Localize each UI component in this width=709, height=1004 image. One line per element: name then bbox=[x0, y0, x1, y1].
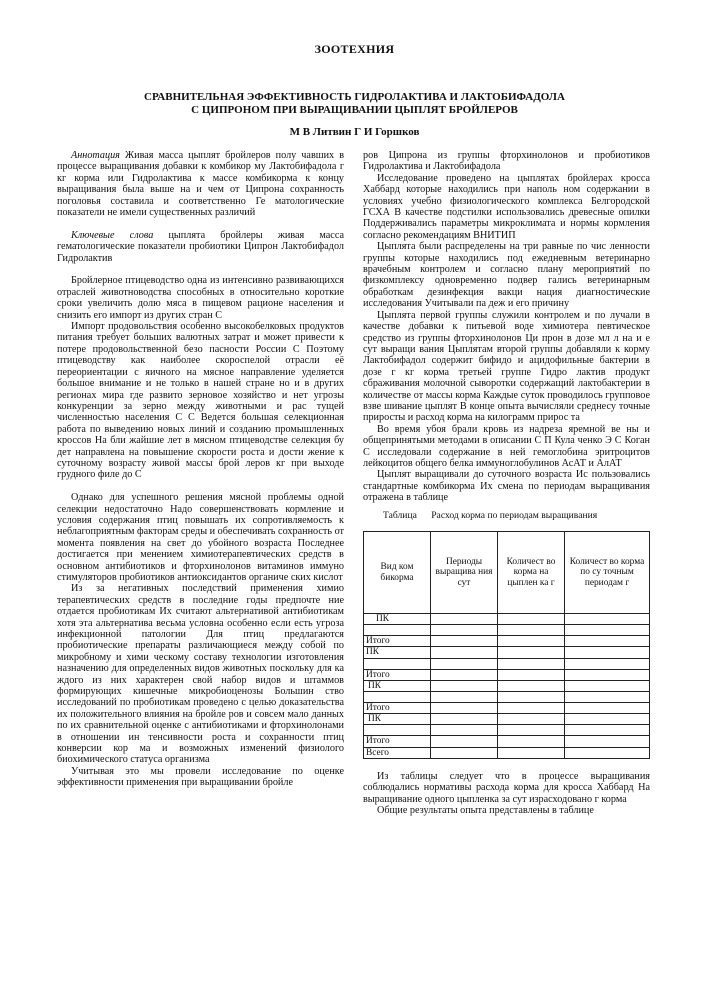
table-row bbox=[364, 636, 650, 647]
paragraph: Бройлерное птицеводство одна из интенсивно развивающихся отраслей животноводства способных в относительно короткие сроки увеличить долю мяса в пищевом рационе населения и снизить его импорт из других стран С bbox=[57, 275, 344, 321]
table-cell bbox=[565, 658, 650, 669]
row-label bbox=[364, 625, 431, 636]
table-cell bbox=[431, 692, 498, 703]
table-cell bbox=[498, 647, 565, 658]
table-cell bbox=[498, 614, 565, 625]
table-cell bbox=[431, 625, 498, 636]
paragraph: Общие результаты опыта представлены в таблице bbox=[377, 805, 594, 817]
table-row bbox=[364, 692, 650, 703]
table-row bbox=[364, 725, 650, 736]
table-cell bbox=[498, 747, 565, 758]
table-cell bbox=[498, 725, 565, 736]
authors: М В Литвин Г И Горшков bbox=[289, 126, 420, 138]
paragraph: ров Ципрона из группы фторхинолонов и пробиотиков Гидролактива и Лактобифадола bbox=[363, 150, 650, 173]
table-cell bbox=[498, 625, 565, 636]
paragraph: Цыплят выращивали до суточного возраста Ис пользовались стандартные комбикорма Их смена по периодам выращивания отражена в таблице bbox=[363, 469, 650, 504]
row-label: Итого bbox=[364, 636, 431, 647]
table-cell bbox=[431, 725, 498, 736]
table-cell bbox=[431, 614, 498, 625]
paragraph: Во время убоя брали кровь из надреза яремной ве ны и общепринятыми методами в описании С П Кула ченко Э С Коган С исследовали содержание в ней гемоглобина эритроцитов лейкоцитов общего белка иммуноглобулинов АсАТ и АлАТ bbox=[363, 423, 650, 469]
paragraph: Из таблицы следует что в процессе выращивания соблюдались нормативы расхода корма для кросса Хаббард На выращивание одного цыпленка за сут израсходовано г корма bbox=[363, 770, 650, 805]
row-label: ПК bbox=[364, 647, 431, 658]
row-label: ПК bbox=[364, 614, 431, 625]
row-label: Итого bbox=[364, 703, 431, 714]
right-column bbox=[363, 150, 650, 816]
table-cell bbox=[565, 747, 650, 758]
table-cell bbox=[431, 703, 498, 714]
row-label: Итого bbox=[364, 669, 431, 680]
table-cell bbox=[498, 703, 565, 714]
table-cell bbox=[498, 714, 565, 725]
paragraph: Импорт продовольствия особенно высокобелковых продуктов питания требует больших валютных затрат и может привести к потере продовольственной безо пасности России С Поэтому птицеводству как наиболее скороспелой отрасли её переориентации с яичного на мясное направление уделяется большое внимание и не только в нашей стране но и в других регионах мира где развито зерновое хозяйство и нет угрозы конкуренции за зерно между животными и рас тущей численностью населения С С Ведется большая селекционная работа по выведению новых линий и созданию промышленных кроссов На бли жайшие лет в мясном птицеводстве селекция бу дет направлена на повышение скорости роста и дости жение к суточному возрасту живой массы брой леров кг при выходе грудного филе до С bbox=[57, 321, 344, 481]
table-cell bbox=[565, 736, 650, 747]
table-row bbox=[364, 647, 650, 658]
table-row bbox=[364, 625, 650, 636]
table-cell bbox=[565, 725, 650, 736]
table-body bbox=[364, 614, 650, 759]
abstract bbox=[57, 150, 344, 218]
table-row bbox=[364, 680, 650, 691]
table-cell bbox=[431, 658, 498, 669]
table-cell bbox=[498, 680, 565, 691]
row-label: Всего bbox=[364, 747, 431, 758]
abstract-text: Живая масса цыплят бройлеров полу чавших в процессе выращивания добавки к комбикор му Лактобифадола г кг корма или Гидролактива к массе комбикорма к концу выращивания была выше на и чем от Ципрона сохранность поголовья составила и соответственно Ге матологические показатели не имели существенных различий bbox=[57, 150, 345, 219]
table-cell bbox=[565, 703, 650, 714]
left-column bbox=[57, 150, 344, 789]
table-header: Количест во корма по су точным периодам г bbox=[565, 532, 650, 614]
table-cell bbox=[565, 647, 650, 658]
row-label: ПК bbox=[364, 714, 431, 725]
table-header: Периоды выращива ния сут bbox=[431, 532, 498, 614]
table-cell bbox=[431, 636, 498, 647]
table-cell bbox=[498, 658, 565, 669]
table-header: Вид ком бикорма bbox=[364, 532, 431, 614]
table-cell bbox=[565, 625, 650, 636]
table-cell bbox=[498, 736, 565, 747]
table-cell bbox=[565, 669, 650, 680]
table-cell bbox=[431, 680, 498, 691]
table-row bbox=[364, 714, 650, 725]
table-row bbox=[364, 703, 650, 714]
table-row bbox=[364, 614, 650, 625]
table-cell bbox=[565, 714, 650, 725]
abstract-label: Аннотация bbox=[71, 150, 120, 161]
paragraph: Учитывая это мы провели исследование по оценке эффективности применения при выращивании бройле bbox=[57, 765, 344, 789]
table-cell bbox=[565, 614, 650, 625]
paragraph: Однако для успешного решения мясной проблемы одной селекции недостаточно Надо совершенствовать кормление и условия содержания птиц повышать их сопротивляемость к неблагоприятным факторам среды и обеспечивать сохранность от момента появления на свет до убойного возраста Последнее достигается при менением химиотерапевтических средств в основном антибиотиков и фторхинолонов витаминов иммуно стимуляторов пробиотиков антиоксидантов органиче ских кислот bbox=[57, 492, 344, 583]
paragraph: Цыплята первой группы служили контролем и по лучали в качестве добавки к питьевой воде химиотера певтическое средство из группы фторхинолонов Ци прон в дозе мл л на и е сут выращи вания Цыплятам второй группы добавляли к корму Лактобифадол содержит бифидо и ацидофильные бактерии в дозе г кг корма третьей группе Гидро лактив продукт сбраживания молочной сыворотки содержащий лактобактерии в количестве от массы корма Каждые суток проводилось групповое взве шивание цыплят В конце опыта вычисляли среднесу точные приросты и расход корма на килограмм прирос та bbox=[363, 309, 650, 424]
row-label bbox=[364, 658, 431, 669]
section-heading: ЗООТЕХНИЯ bbox=[314, 42, 395, 56]
feed-table bbox=[363, 531, 650, 759]
table-row bbox=[364, 669, 650, 680]
table-cell bbox=[431, 747, 498, 758]
table-row bbox=[364, 747, 650, 758]
table-row bbox=[364, 658, 650, 669]
table-row bbox=[364, 736, 650, 747]
table-cell bbox=[498, 669, 565, 680]
table-cell bbox=[431, 736, 498, 747]
title-line: СРАВНИТЕЛЬНАЯ ЭФФЕКТИВНОСТЬ ГИДРОЛАКТИВА И ЛАКТОБИФАДОЛА bbox=[144, 91, 565, 103]
table-cell bbox=[498, 636, 565, 647]
paragraph: Исследование проведено на цыплятах бройлерах кросса Хаббард которые находились при наполь ном содержании в условиях учебно физиологического комплекса Белгородской ГСХА В качестве подстилки использовались древесные опилки Поддерживались параметры микроклимата и нормы кормления согласно рекомендациям ВНИТИП bbox=[363, 172, 650, 241]
keywords-label: Ключевые слова bbox=[71, 229, 154, 241]
table-cell bbox=[431, 669, 498, 680]
paragraph: Из за негативных последствий применения химио терапевтических средств в последние годы предпочте ние отдается пробиотикам Их считают альтернативой антибиотикам хотя эта альтернатива весьма условна особенно если есть угроза инфекционной патологии Для птиц предлагаются пробиотические препараты различающиеся между собой по микробному и хими ческому составу технологии изготовления назначению для определенных видов животных поскольку для ка ждого из них характерен свой набор видов и штаммов формирующих кишечные микробиоценозы Большин ство исследований по пробиотикам проведено с целью доказательства их положительного влияния на бройле ров и совсем мало данных по их сравнительной оценке с антибиотиками и фторхинолонами в отношении ин тенсивности роста и сохранности птиц конверсии кор ма и возможных изменений физиолого биохимического статуса организма bbox=[57, 583, 344, 766]
article-title bbox=[40, 91, 669, 117]
table-cell bbox=[431, 714, 498, 725]
title-line: С ЦИПРОНОМ ПРИ ВЫРАЩИВАНИИ ЦЫПЛЯТ БРОЙЛЕРОВ bbox=[191, 104, 518, 116]
table-cell bbox=[565, 636, 650, 647]
table-caption: Таблица Расход корма по периодам выращивания bbox=[383, 509, 598, 521]
row-label: Итого bbox=[364, 736, 431, 747]
table-cell bbox=[565, 692, 650, 703]
paragraph: Цыплята были распределены на три равные по чис ленности группы которые находились под ежедневным ветеринарно врачебным контролем и согласно плану мероприятий по физкомплексу одновременно подвер гались ветеринарным обработкам дезинфекция вакци нация диагностические исследования Учитывали па деж и его причину bbox=[363, 241, 650, 310]
row-label bbox=[364, 725, 431, 736]
table-cell bbox=[431, 647, 498, 658]
keywords bbox=[57, 230, 344, 264]
table-cell bbox=[498, 692, 565, 703]
row-label bbox=[364, 692, 431, 703]
row-label: ПК bbox=[364, 680, 431, 691]
keywords-text: цыплята бройлеры живая масса гематологические показатели пробиотики Ципрон Лактобифадол Гидролактив bbox=[57, 229, 344, 264]
table-header: Количест во корма на цыплен ка г bbox=[498, 532, 565, 614]
table-cell bbox=[565, 680, 650, 691]
